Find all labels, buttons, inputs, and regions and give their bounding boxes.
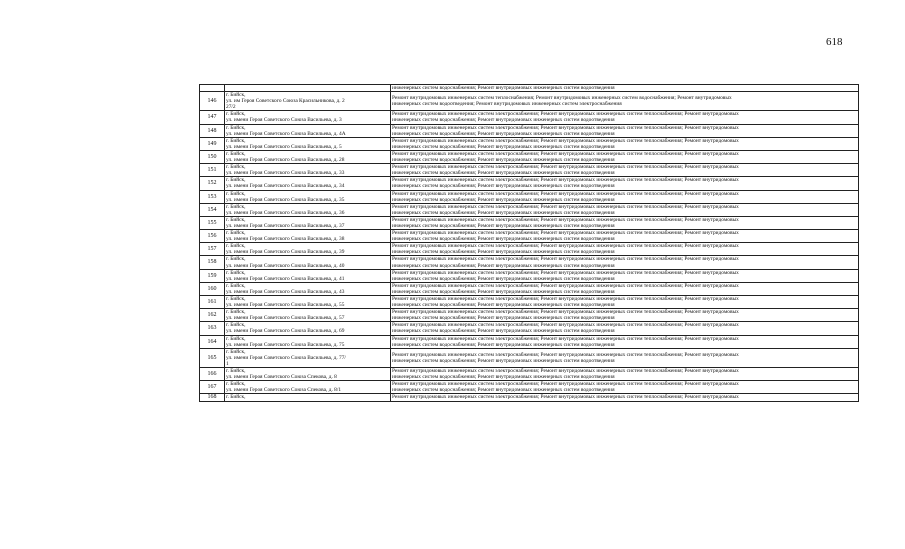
- work-line: инженерных систем водоснабжения; Ремонт внутридомовых инженерных систем водоотведения: [392, 117, 615, 124]
- address-line: г. Бийск,: [226, 335, 246, 342]
- work-cell: [391, 124, 859, 137]
- table-row: [200, 230, 859, 243]
- work-line: инженерных систем водоснабжения; Ремонт внутридомовых инженерных систем водоотведения: [392, 196, 615, 203]
- work-line: Ремонт внутридомовых инженерных систем электроснабжения; Ремонт внутридомовых инженерных систем теплоснабжения; Ремонт внутридомовых: [392, 322, 739, 329]
- address-cell: [225, 85, 391, 92]
- address-line: ул. имени Героя Советского Союза Васильева, д. 75: [226, 341, 345, 348]
- address-cell: [225, 322, 391, 335]
- address-line: ул. имени Героя Советского Союза Васильева, д. 35: [226, 196, 345, 203]
- address-cell: [225, 164, 391, 177]
- work-line: Ремонт внутридомовых инженерных систем электроснабжения; Ремонт внутридомовых инженерных систем теплоснабжения; Ремонт внутридомовых: [392, 230, 739, 237]
- work-cell: [391, 296, 859, 309]
- work-cell: [391, 368, 859, 381]
- address-line: ул. имени Героя Советского Союза Васильева, д. 33: [226, 170, 345, 177]
- work-cell: [391, 203, 859, 216]
- address-cell: [225, 243, 391, 256]
- work-line: инженерных систем водоснабжения; Ремонт внутридомовых инженерных систем водоотведения: [392, 249, 615, 256]
- row-number-cell: 148: [200, 124, 225, 137]
- table-row: [200, 381, 859, 394]
- work-line: инженерных систем водоотведения; Ремонт внутридомовых инженерных систем электроснабжения: [392, 101, 622, 108]
- work-line: Ремонт внутридомовых инженерных систем электроснабжения; Ремонт внутридомовых инженерных систем теплоснабжения; Ремонт внутридомовых: [392, 164, 739, 171]
- work-cell: [391, 85, 859, 92]
- works-table-body: [200, 85, 859, 402]
- address-line: г. Бийск,: [226, 348, 246, 355]
- row-number-cell: 149: [200, 137, 225, 150]
- address-line: г. Бийск,: [226, 243, 246, 250]
- work-cell: [391, 150, 859, 163]
- address-line: ул. имени Героя Советского Союза Васильева, д. 39: [226, 249, 345, 256]
- address-line: г. Бийск,: [226, 282, 246, 289]
- work-cell: [391, 256, 859, 269]
- work-line: Ремонт внутридомовых инженерных систем электроснабжения; Ремонт внутридомовых инженерных систем теплоснабжения; Ремонт внутридомовых: [392, 216, 739, 223]
- row-number-cell: 162: [200, 309, 225, 322]
- work-line: инженерных систем водоснабжения; Ремонт внутридомовых инженерных систем водоотведения: [392, 315, 615, 322]
- row-number-cell: 166: [200, 368, 225, 381]
- address-line: г. Бийск,: [226, 322, 246, 329]
- work-cell: [391, 177, 859, 190]
- work-line: инженерных систем водоснабжения; Ремонт внутридомовых инженерных систем водоотведения: [392, 387, 615, 394]
- address-cell: [225, 381, 391, 394]
- address-line: ул. имени Героя Советского Союза Васильева, д. 36: [226, 209, 345, 216]
- address-line: ул. имени Героя Советского Союза Спекова, д. 8: [226, 374, 337, 381]
- address-line: ул. имени Героя Советского Союза Васильева, д. 43: [226, 288, 345, 295]
- work-cell: [391, 309, 859, 322]
- table-row: [200, 85, 859, 92]
- row-number-cell: 147: [200, 111, 225, 124]
- page-number: 618: [826, 36, 843, 48]
- work-cell: [391, 335, 859, 348]
- address-line: г. Бийск,: [226, 164, 246, 171]
- work-line: Ремонт внутридомовых инженерных систем электроснабжения; Ремонт внутридомовых инженерных систем теплоснабжения; Ремонт внутридомовых: [392, 203, 739, 210]
- work-line: инженерных систем водоснабжения; Ремонт внутридомовых инженерных систем водоотведения: [392, 85, 615, 91]
- work-cell: [391, 190, 859, 203]
- work-cell: [391, 164, 859, 177]
- work-line: Ремонт внутридомовых инженерных систем электроснабжения; Ремонт внутридомовых инженерных систем теплоснабжения; Ремонт внутридомовых: [392, 190, 739, 197]
- address-cell: [225, 203, 391, 216]
- address-cell: [225, 368, 391, 381]
- work-cell: [391, 394, 859, 401]
- work-line: Ремонт внутридомовых инженерных систем электроснабжения; Ремонт внутридомовых инженерных систем теплоснабжения; Ремонт внутридомовых: [392, 150, 739, 157]
- address-cell: [225, 124, 391, 137]
- row-number-cell: 164: [200, 335, 225, 348]
- address-line: г. Бийск,: [226, 92, 246, 99]
- address-cell: [225, 216, 391, 229]
- address-line: г. Бийск,: [226, 381, 246, 388]
- address-line: г. Бийск,: [226, 111, 246, 118]
- table-row: [200, 124, 859, 137]
- table-row: [200, 150, 859, 163]
- work-line: инженерных систем водоснабжения; Ремонт внутридомовых инженерных систем водоотведения: [392, 262, 615, 269]
- work-cell: [391, 111, 859, 124]
- address-cell: [225, 177, 391, 190]
- table-row: [200, 335, 859, 348]
- work-line: инженерных систем водоснабжения; Ремонт внутридомовых инженерных систем водоотведения: [392, 236, 615, 243]
- work-cell: [391, 137, 859, 150]
- address-line: 1: [226, 360, 229, 367]
- work-line: Ремонт внутридомовых инженерных систем электроснабжения; Ремонт внутридомовых инженерных систем теплоснабжения; Ремонт внутридомовых: [392, 111, 739, 118]
- work-line: Ремонт внутридомовых инженерных систем электроснабжения; Ремонт внутридомовых инженерных систем теплоснабжения; Ремонт внутридомовых: [392, 381, 739, 388]
- work-cell: [391, 348, 859, 367]
- table-row: [200, 269, 859, 282]
- address-line: г. Бийск,: [226, 124, 246, 131]
- work-line: инженерных систем водоснабжения; Ремонт внутридомовых инженерных систем водоотведения: [392, 275, 615, 282]
- address-cell: [225, 394, 391, 401]
- address-line: ул. имени Героя Советского Союза Васильева, д. 55: [226, 302, 345, 309]
- work-line: Ремонт внутридомовых инженерных систем электроснабжения; Ремонт внутридомовых инженерных систем теплоснабжения; Ремонт внутридомовых: [392, 256, 739, 263]
- work-line: Ремонт внутридомовых инженерных систем электроснабжения; Ремонт внутридомовых инженерных систем теплоснабжения; Ремонт внутридомовых: [392, 296, 739, 302]
- address-cell: [225, 269, 391, 282]
- address-line: ул. имени Героя Советского Союза Васильева, д. 40: [226, 262, 345, 269]
- address-line: г. Бийск,: [226, 230, 246, 237]
- address-line: ул. имени Героя Советского Союза Васильева, д. 69: [226, 328, 345, 335]
- work-cell: [391, 216, 859, 229]
- row-number-cell: 146: [200, 92, 225, 111]
- work-line: инженерных систем водоснабжения; Ремонт внутридомовых инженерных систем водоотведения: [392, 357, 615, 364]
- work-line: инженерных систем водоснабжения; Ремонт внутридомовых инженерных систем водоотведения: [392, 170, 615, 177]
- row-number-cell: 156: [200, 230, 225, 243]
- address-line: г. Бийск,: [226, 394, 246, 401]
- table-row: [200, 394, 859, 401]
- row-number-cell: 165: [200, 348, 225, 367]
- address-line: ул. имени Героя Советского Союза Васильева, д. 41: [226, 275, 345, 282]
- row-number-cell: 155: [200, 216, 225, 229]
- work-line: инженерных систем водоснабжения; Ремонт внутридомовых инженерных систем водоотведения: [392, 341, 615, 348]
- row-number-cell: 160: [200, 282, 225, 295]
- address-line: ул. имени Героя Советского Союза Васильева, д. 34: [226, 183, 345, 190]
- work-line: Ремонт внутридомовых инженерных систем электроснабжения; Ремонт внутридомовых инженерных систем теплоснабжения; Ремонт внутридомовых: [392, 309, 739, 316]
- address-line: ул. имени Героя Советского Союза Васильева, д. 57: [226, 315, 345, 322]
- address-line: ул. имени Героя Советского Союза Васильева, д. 5: [226, 143, 342, 150]
- row-number-cell: 157: [200, 243, 225, 256]
- table-row: [200, 368, 859, 381]
- table-row: [200, 322, 859, 335]
- address-line: г. Бийск,: [226, 296, 246, 302]
- work-line: Ремонт внутридомовых инженерных систем электроснабжения; Ремонт внутридомовых инженерных систем теплоснабжения; Ремонт внутридомовых: [392, 269, 739, 276]
- work-line: Ремонт внутридомовых инженерных систем электроснабжения; Ремонт внутридомовых инженерных систем теплоснабжения; Ремонт внутридомовых: [392, 124, 739, 131]
- work-line: Ремонт внутридомовых инженерных систем электроснабжения; Ремонт внутридомовых инженерных систем теплоснабжения; Ремонт внутридомовых: [392, 394, 739, 401]
- address-line: г. Бийск,: [226, 190, 246, 197]
- work-cell: [391, 269, 859, 282]
- row-number-cell: 151: [200, 164, 225, 177]
- table-row: [200, 203, 859, 216]
- row-number-cell: 158: [200, 256, 225, 269]
- work-line: Ремонт внутридомовых инженерных систем электроснабжения; Ремонт внутридомовых инженерных систем теплоснабжения; Ремонт внутридомовых: [392, 335, 739, 342]
- address-cell: [225, 190, 391, 203]
- work-line: инженерных систем водоснабжения; Ремонт внутридомовых инженерных систем водоотведения: [392, 374, 615, 381]
- works-table: [199, 84, 859, 402]
- work-cell: [391, 243, 859, 256]
- table-row: [200, 282, 859, 295]
- work-line: инженерных систем водоснабжения; Ремонт внутридомовых инженерных систем водоотведения: [392, 157, 615, 164]
- work-cell: [391, 322, 859, 335]
- work-line: Ремонт внутридомовых инженерных систем электроснабжения; Ремонт внутридомовых инженерных систем теплоснабжения; Ремонт внутридомовых: [392, 282, 739, 289]
- address-line: г. Бийск,: [226, 137, 246, 144]
- table-row: [200, 256, 859, 269]
- table-row: [200, 137, 859, 150]
- address-line: г. Бийск,: [226, 368, 246, 375]
- address-cell: [225, 296, 391, 309]
- address-cell: [225, 137, 391, 150]
- address-line: г. Бийск,: [226, 203, 246, 210]
- row-number-cell: 159: [200, 269, 225, 282]
- work-line: Ремонт внутридомовых инженерных систем электроснабжения; Ремонт внутридомовых инженерных систем теплоснабжения; Ремонт внутридомовых: [392, 368, 739, 375]
- row-number-cell: 152: [200, 177, 225, 190]
- row-number-cell: 168: [200, 394, 225, 401]
- work-cell: [391, 92, 859, 111]
- address-line: г. Бийск,: [226, 256, 246, 263]
- address-line: ул. имени Героя Советского Союза Васильева, д. 4А: [226, 130, 346, 137]
- work-line: инженерных систем водоснабжения; Ремонт внутридомовых инженерных систем водоотведения: [392, 288, 615, 295]
- table-row: [200, 348, 859, 367]
- table-row: [200, 296, 859, 309]
- address-cell: [225, 348, 391, 367]
- address-line: ул. имени Героя Советского Союза Васильева, д. 38: [226, 236, 345, 243]
- address-line: г. Бийск,: [226, 309, 246, 316]
- table-row: [200, 111, 859, 124]
- work-line: Ремонт внутридомовых инженерных систем электроснабжения; Ремонт внутридомовых инженерных систем теплоснабжения; Ремонт внутридомовых: [392, 137, 739, 144]
- address-line: ул. имени Героя Советского Союза Спекова, д. 8/1: [226, 387, 342, 394]
- row-number-cell: [200, 85, 225, 92]
- work-line: инженерных систем водоснабжения; Ремонт внутридомовых инженерных систем водоотведения: [392, 328, 615, 335]
- address-cell: [225, 256, 391, 269]
- work-line: инженерных систем водоснабжения; Ремонт внутридомовых инженерных систем водоотведения: [392, 183, 615, 190]
- table-row: [200, 309, 859, 322]
- table-row: [200, 177, 859, 190]
- address-line: 27/2: [226, 104, 236, 111]
- table-row: [200, 92, 859, 111]
- work-cell: [391, 230, 859, 243]
- address-line: ул. имени Героя Советского Союза Васильева, д. 28: [226, 157, 345, 164]
- table-row: [200, 164, 859, 177]
- address-line: г. Бийск,: [226, 177, 246, 184]
- work-line: Ремонт внутридомовых инженерных систем электроснабжения; Ремонт внутридомовых инженерных систем теплоснабжения; Ремонт внутридомовых: [392, 177, 739, 184]
- row-number-cell: 163: [200, 322, 225, 335]
- table-row: [200, 216, 859, 229]
- work-line: Ремонт внутридомовых инженерных систем теплоснабжения; Ремонт внутридомовых инженерных систем водоснабжения; Ремонт внутридомовых: [392, 95, 732, 102]
- address-cell: [225, 282, 391, 295]
- row-number-cell: 150: [200, 150, 225, 163]
- row-number-cell: 154: [200, 203, 225, 216]
- work-line: инженерных систем водоснабжения; Ремонт внутридомовых инженерных систем водоотведения: [392, 143, 615, 150]
- work-line: Ремонт внутридомовых инженерных систем электроснабжения; Ремонт внутридомовых инженерных систем теплоснабжения; Ремонт внутридомовых: [392, 351, 739, 358]
- table-row: [200, 243, 859, 256]
- address-line: ул. имени Героя Советского Союза Васильева, д. 37: [226, 222, 345, 229]
- address-cell: [225, 150, 391, 163]
- address-line: г. Бийск,: [226, 216, 246, 223]
- work-line: инженерных систем водоснабжения; Ремонт внутридомовых инженерных систем водоотведения: [392, 130, 615, 137]
- row-number-cell: 153: [200, 190, 225, 203]
- address-line: г. Бийск,: [226, 269, 246, 276]
- table-row: [200, 190, 859, 203]
- work-line: инженерных систем водоснабжения; Ремонт внутридомовых инженерных систем водоотведения: [392, 302, 615, 309]
- address-line: ул. имени Героя Советского Союза Васильева, д. 3: [226, 117, 342, 124]
- work-line: инженерных систем водоснабжения; Ремонт внутридомовых инженерных систем водоотведения: [392, 209, 615, 216]
- address-line: ул. им Героя Советского Союза Красильникова, д. 2: [226, 98, 345, 105]
- address-line: г. Бийск,: [226, 150, 246, 157]
- address-cell: [225, 309, 391, 322]
- work-cell: [391, 282, 859, 295]
- row-number-cell: 167: [200, 381, 225, 394]
- address-cell: [225, 230, 391, 243]
- work-cell: [391, 381, 859, 394]
- address-line: ул. имени Героя Советского Союза Васильева, д. 77/: [226, 354, 346, 361]
- row-number-cell: 161: [200, 296, 225, 309]
- work-line: инженерных систем водоснабжения; Ремонт внутридомовых инженерных систем водоотведения: [392, 222, 615, 229]
- address-cell: [225, 335, 391, 348]
- address-cell: [225, 92, 391, 111]
- address-cell: [225, 111, 391, 124]
- work-line: Ремонт внутридомовых инженерных систем электроснабжения; Ремонт внутридомовых инженерных систем теплоснабжения; Ремонт внутридомовых: [392, 243, 739, 250]
